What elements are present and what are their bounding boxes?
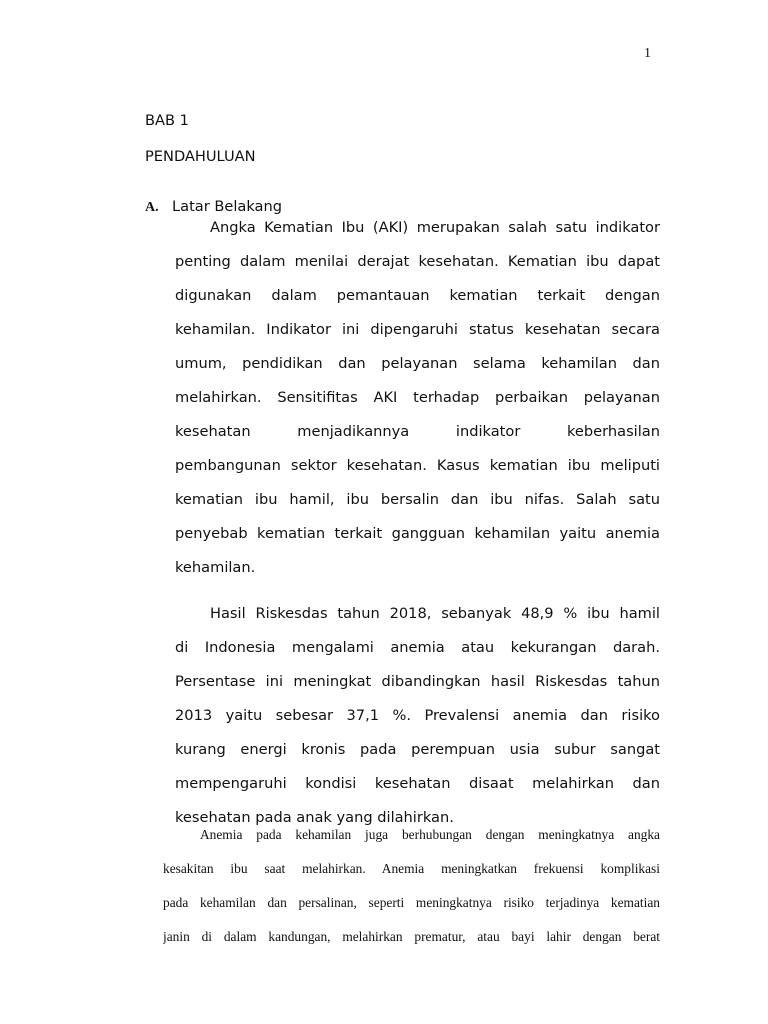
paragraph-line: kehamilan. xyxy=(175,559,256,576)
paragraph-line: umum, pendidikan dan pelayanan selama kehamilan dan xyxy=(175,355,660,372)
paragraph-line: digunakan dalam pemantauan kematian terkait dengan xyxy=(175,287,660,304)
paragraph-2 xyxy=(175,597,660,835)
paragraph-line: Hasil Riskesdas tahun 2018, sebanyak 48,9 % ibu hamil xyxy=(210,605,660,622)
paragraph-line: pada kehamilan dan persalinan, seperti meningkatnya risiko terjadinya kematian xyxy=(163,895,660,910)
paragraph-line: janin di dalam kandungan, melahirkan prematur, atau bayi lahir dengan berat xyxy=(163,929,660,944)
paragraph-line: Anemia pada kehamilan juga berhubungan dengan meningkatnya angka xyxy=(200,827,660,842)
paragraph-line: 2013 yaitu sebesar 37,1 %. Prevalensi anemia dan risiko xyxy=(175,707,660,724)
paragraph-line: kesehatan pada anak yang dilahirkan. xyxy=(175,809,454,826)
paragraph-line: pembangunan sektor kesehatan. Kasus kematian ibu meliputi xyxy=(175,457,660,474)
page-number: 1 xyxy=(644,46,651,61)
paragraph-line: kehamilan. Indikator ini dipengaruhi status kesehatan secara xyxy=(175,321,660,338)
chapter-title: PENDAHULUAN xyxy=(145,148,256,165)
paragraph-line: kesakitan ibu saat melahirkan. Anemia meningkatkan frekuensi komplikasi xyxy=(163,861,660,876)
paragraph-line: mempengaruhi kondisi kesehatan disaat melahirkan dan xyxy=(175,775,660,792)
paragraph-line: penting dalam menilai derajat kesehatan. Kematian ibu dapat xyxy=(175,253,660,270)
paragraph-line: kematian ibu hamil, ibu bersalin dan ibu nifas. Salah satu xyxy=(175,491,660,508)
section-title: Latar Belakang xyxy=(172,198,283,215)
paragraph-line: kurang energi kronis pada perempuan usia subur sangat xyxy=(175,741,660,758)
paragraph-line: melahirkan. Sensitifitas AKI terhadap perbaikan pelayanan xyxy=(175,389,660,406)
paragraph-line: Angka Kematian Ibu (AKI) merupakan salah satu indikator xyxy=(210,219,660,236)
paragraph-line: penyebab kematian terkait gangguan kehamilan yaitu anemia xyxy=(175,525,660,542)
paragraph-1 xyxy=(175,211,660,585)
paragraph-line: kesehatan menjadikannya indikator keberhasilan xyxy=(175,423,660,440)
paragraph-line: di Indonesia mengalami anemia atau kekurangan darah. xyxy=(175,639,660,656)
section-letter: A. xyxy=(145,200,159,215)
paragraph-3 xyxy=(163,818,660,954)
paragraph-line: Persentase ini meningkat dibandingkan hasil Riskesdas tahun xyxy=(175,673,660,690)
chapter-label: BAB 1 xyxy=(145,112,189,129)
